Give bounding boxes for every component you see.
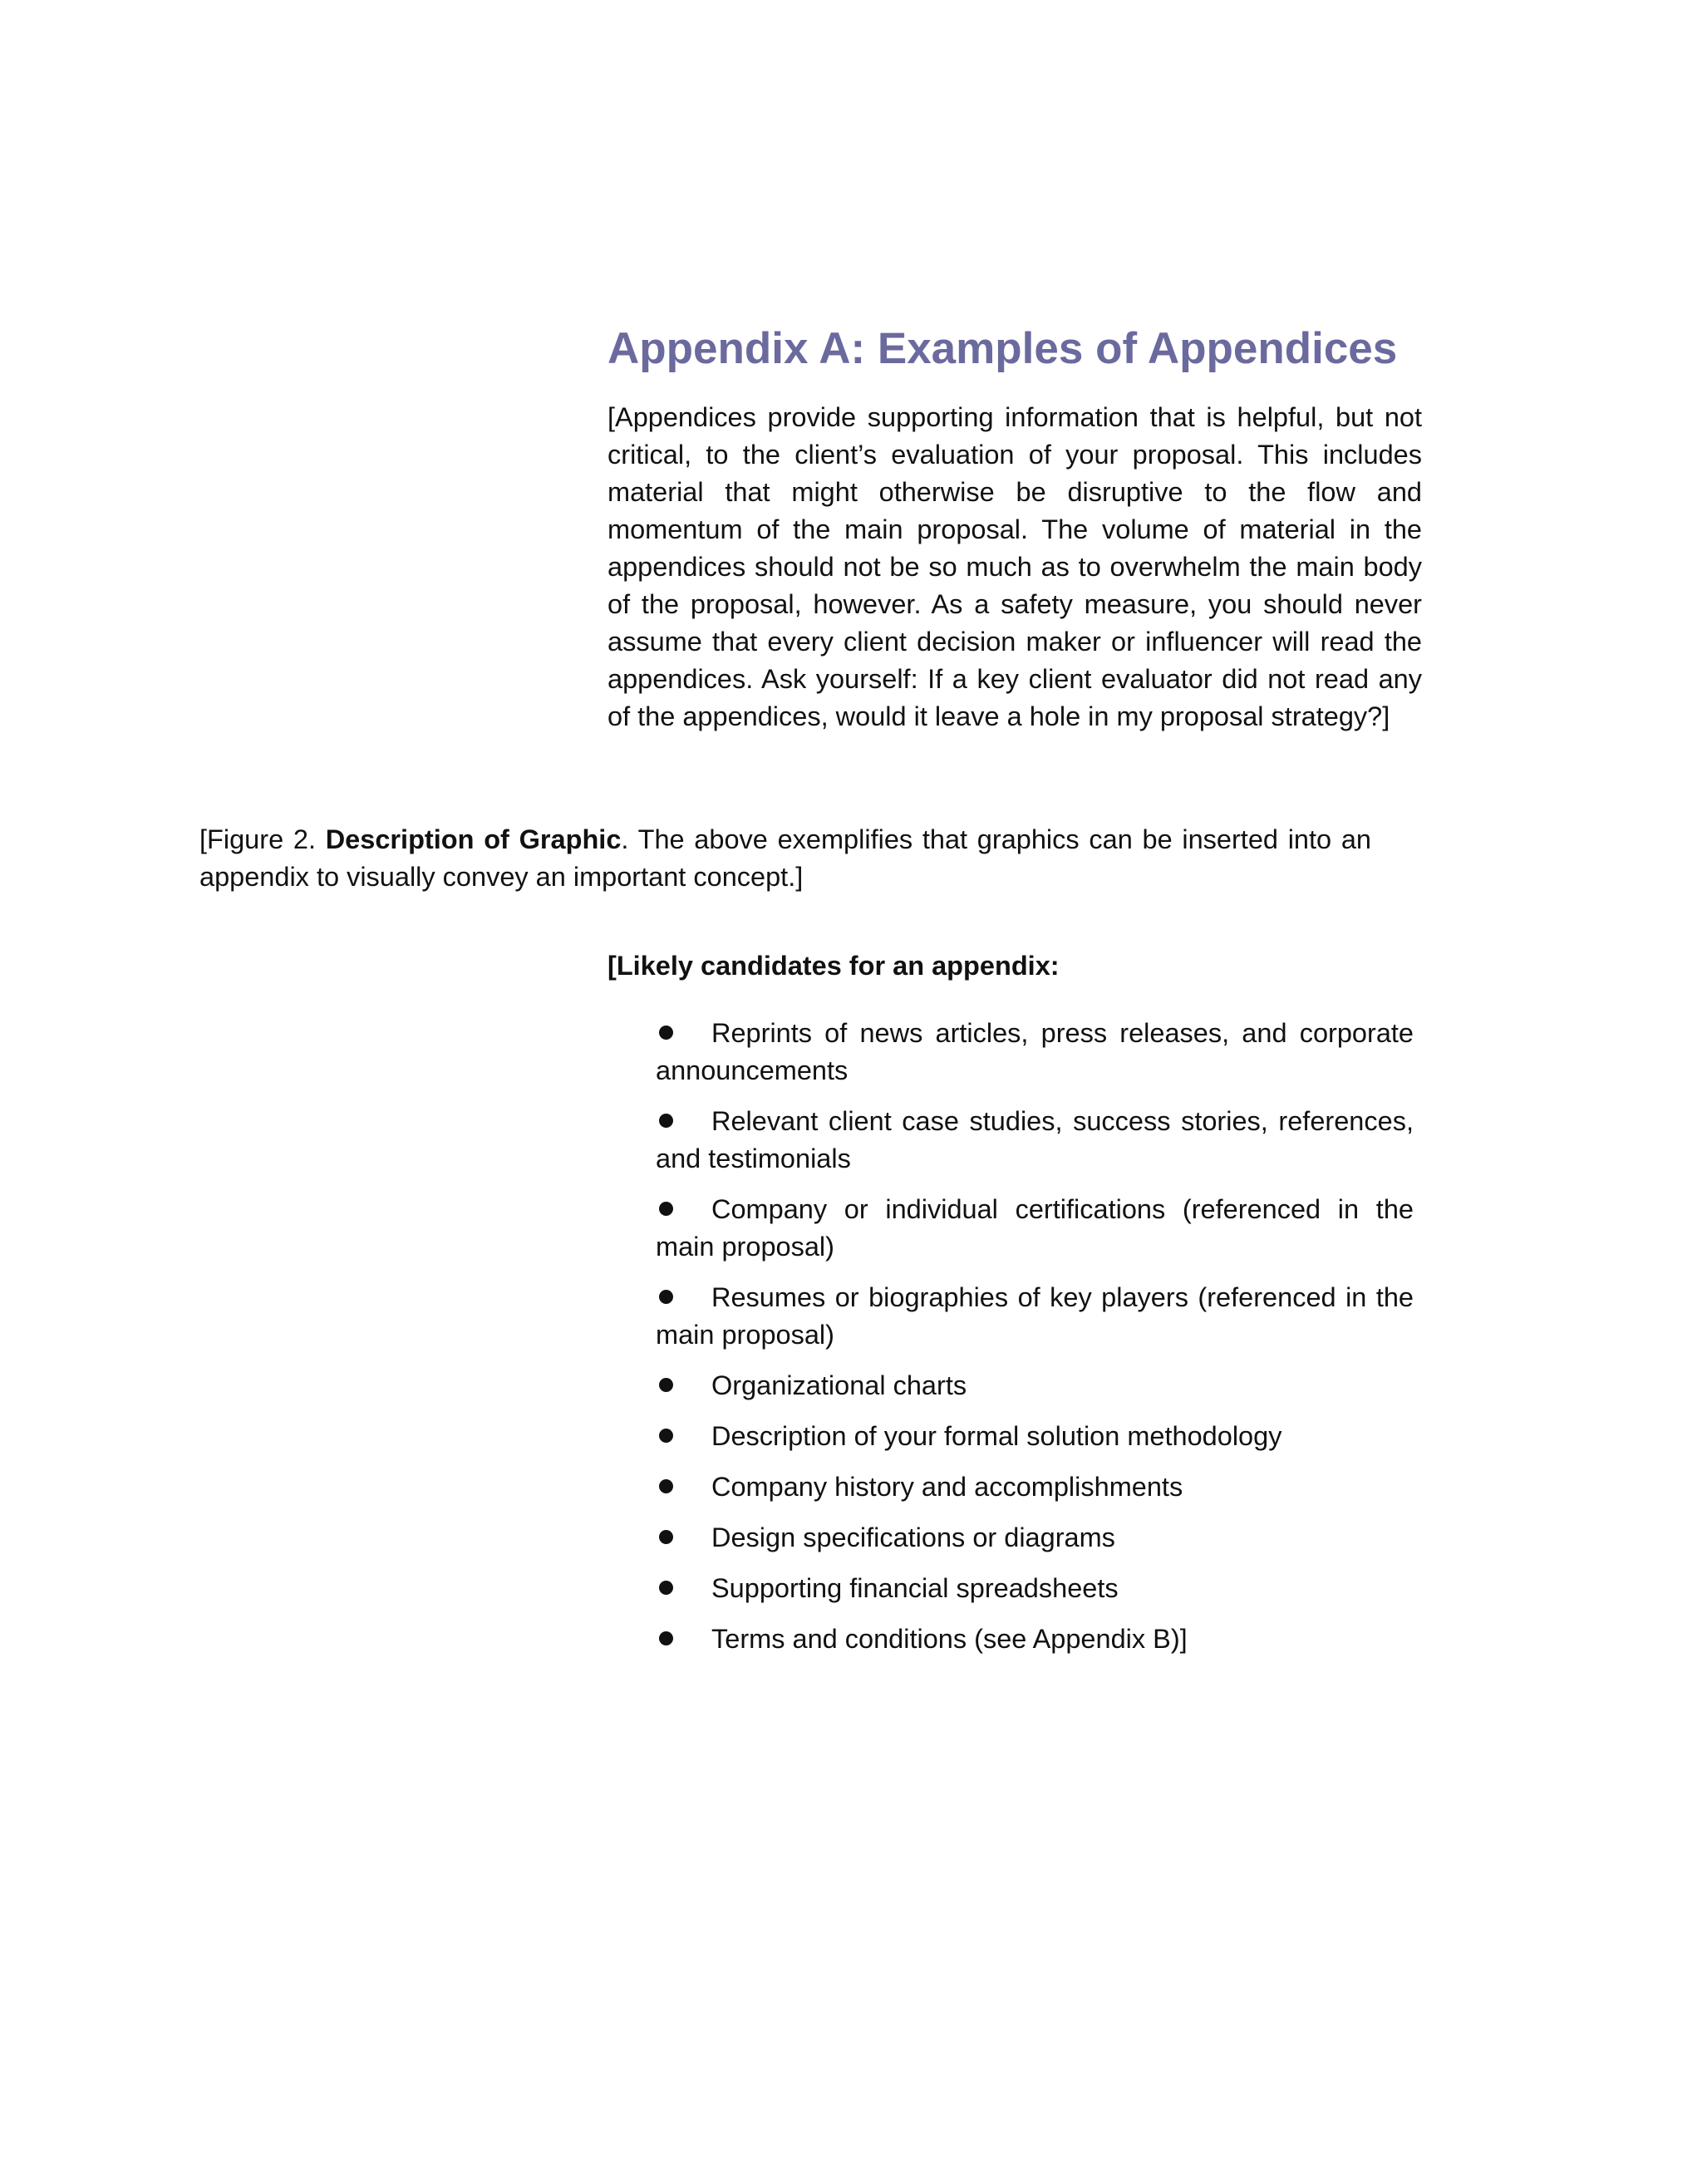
bullet-icon [659, 1631, 673, 1645]
list-item-text: Company history and accomplishments [711, 1472, 1183, 1502]
bullet-icon [659, 1290, 673, 1304]
list-item-text: Description of your formal solution methodology [711, 1421, 1282, 1451]
intro-paragraph: [Appendices provide supporting information that is helpful, but not critical, to the client’s evaluation of your proposal. This includes material that might otherwise be disruptive to the flow and momentum of the main proposal. The volume of material in the appendices should not be so much as to overwhelm the main body of the proposal, however. As a safety measure, you should never assume that every client decision maker or influencer will read the appendices. Ask yourself: If a key client evaluator did not read any of the appendices, would it leave a hole in my proposal strategy?] [608, 402, 1422, 731]
list-item-text: Organizational charts [711, 1370, 967, 1400]
bullet-icon [659, 1479, 673, 1493]
bullet-icon [659, 1378, 673, 1392]
list-item-text: Reprints of news articles, press releases, and corporate announcements [656, 1018, 1414, 1085]
list-heading: [Likely candidates for an appendix: [608, 951, 1060, 981]
page-title: Appendix A: Examples of Appendices [608, 324, 1398, 373]
list-item [656, 1418, 1414, 1455]
bullet-icon [659, 1429, 673, 1443]
list-item-text: Supporting financial spreadsheets [711, 1573, 1119, 1603]
list-item-text: Relevant client case studies, success stories, references, and testimonials [656, 1106, 1414, 1173]
figure-caption-prefix: [Figure 2. [199, 824, 326, 854]
figure-caption-bold: Description of Graphic [325, 824, 622, 854]
figure-caption-text: . The above exemplifies that graphics can be inserted into an appendix to visually convey an important concept.] [199, 824, 1371, 892]
bullet-icon [659, 1581, 673, 1595]
list-item-text: Company or individual certifications (referenced in the main proposal) [656, 1194, 1414, 1262]
list-item-text: Design specifications or diagrams [711, 1522, 1115, 1552]
bullet-icon [659, 1026, 673, 1040]
list-item [656, 1279, 1414, 1354]
bullet-icon [659, 1530, 673, 1544]
list-item [656, 1468, 1414, 1506]
list-item [656, 1570, 1414, 1607]
appendix-candidates-list [656, 1015, 1414, 1671]
list-item [656, 1367, 1414, 1404]
list-item [656, 1015, 1414, 1090]
list-item-text: Resumes or biographies of key players (referenced in the main proposal) [656, 1282, 1414, 1350]
bullet-icon [659, 1114, 673, 1128]
figure-caption [199, 821, 1371, 896]
list-item [656, 1103, 1414, 1178]
list-item [656, 1519, 1414, 1557]
list-item [656, 1191, 1414, 1266]
list-item [656, 1621, 1414, 1658]
bullet-icon [659, 1202, 673, 1216]
list-item-text: Terms and conditions (see Appendix B)] [711, 1624, 1188, 1654]
